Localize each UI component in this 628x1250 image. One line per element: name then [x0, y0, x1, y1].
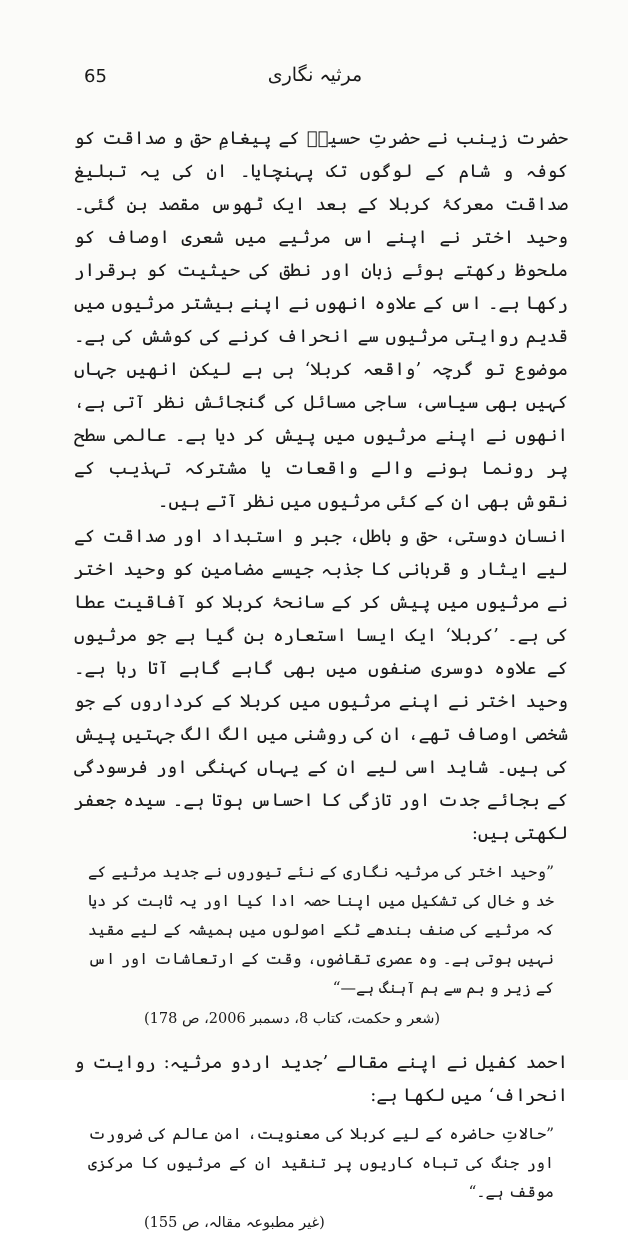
quote-text: ”وحید اختر کی مرثیہ نگاری کے نئے تیوروں نے جدید مرثیے کے خد و خال کی تشکیل میں اپنا حصہ ادا کیا اور یہ ثابت کر دیا کہ مرثیے کی صنف بندھے ٹکے اصولوں میں ہمیشہ کے لیے مقید نہیں ہوتی ہے۔ وہ عصری تقاضوں، وقت کے ارتعاشات اور اس کے زیر و بم سے ہم آہنگ ہے—“ [88, 863, 554, 997]
page-body [74, 122, 568, 1250]
citation: (شعر و حکمت، کتاب 8، دسمبر 2006، ص 178) [144, 1011, 441, 1027]
page-header [0, 62, 628, 102]
paragraph: انسان دوستی، حق و باطل، جبر و استبداد اور صداقت کے لیے ایثار و قربانی کا جذبہ جیسے مضامین کو وحید اختر نے مرثیوں میں پیش کر کے سانحۂ کربلا کو آفاقیت عطا کی ہے۔ ’کربلا‘ ایک ایسا استعارہ بن گیا ہے جو مرثیوں کے علاوہ دوسری صنفوں میں بھی گاہے گاہے آتا رہا ہے۔ وحید اختر نے اپنے مرثیوں میں کربلا کے کرداروں کے جو شخصی اوصاف تھے، ان کی روشنی میں الگ الگ جہتیں پیش کی ہیں۔ شاید اسی لیے ان کے یہاں کہنگی اور فرسودگی کے بجائے جدت اور تازگی کا احساس ہوتا ہے۔ سیدہ جعفر لکھتی ہیں: [74, 526, 568, 844]
paragraph: احمد کفیل نے اپنے مقالے ’جدید اردو مرثیہ: روایت و انحراف‘ میں لکھا ہے: [74, 1052, 568, 1106]
block-quote [88, 1120, 554, 1207]
running-title: مرثیہ نگاری [267, 64, 363, 86]
block-quote [88, 858, 554, 1003]
page-number: 65 [84, 66, 107, 87]
citation: (غیر مطبوعہ مقالہ، ص 155) [144, 1215, 325, 1231]
paragraph: حضرت زینب نے حضرتِ حسینؓ کے پیغامِ حق و صداقت کو کوفہ و شام کے لوگوں تک پہنچایا۔ ان کی یہ تبلیغ صداقت معرکۂ کربلا کے بعد ایک ٹھوس مقصد بن گئی۔ وحید اختر نے اپنے اس مرثیے میں شعری اوصاف کو ملحوظ رکھتے ہوئے زبان اور نطق کی حیثیت کو برقرار رکھا ہے۔ اس کے علاوہ انھوں نے اپنے بیشتر مرثیوں میں قدیم روایتی مرثیوں سے انحراف کرنے کی کوشش کی ہے۔ موضوع تو گرچہ ’واقعہ کربلا‘ ہی ہے لیکن انھیں جہاں کہیں بھی سیاسی، ساجی مسائل کی گنجائش نظر آتی ہے، انھوں نے اپنے مرثیوں میں پیش کر دیا ہے۔ عالمی سطح پر رونما ہونے والے واقعات یا مشترکہ تہذیب کے نقوش بھی ان کے کئی مرثیوں میں نظر آتے ہیں۔ [74, 128, 568, 512]
quote-text: ”حالاتِ حاضرہ کے لیے کربلا کی معنویت، امن عالم کی ضرورت اور جنگ کی تباہ کاریوں پر تنقید ان کے مرثیوں کا مرکزی موقف ہے۔“ [88, 1125, 554, 1201]
